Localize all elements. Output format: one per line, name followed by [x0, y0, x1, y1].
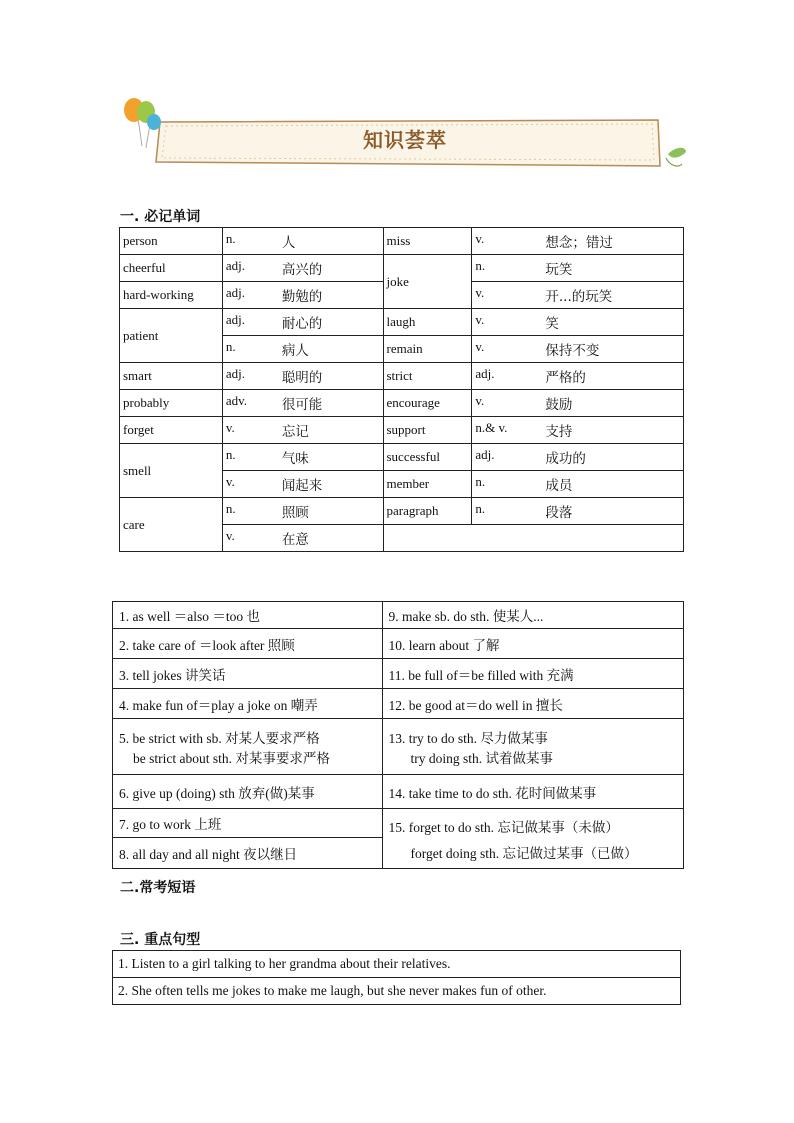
- meaning: 鼓励: [545, 397, 573, 413]
- word-cell: forget: [120, 417, 223, 444]
- word-cell: probably: [120, 390, 223, 417]
- phrase-line: be strict about sth. 对某事要求严格: [133, 750, 330, 766]
- table-row: [113, 629, 684, 659]
- part-of-speech: v.: [225, 474, 235, 489]
- phrase-cell: 12. be good at＝do well in 擅长: [382, 689, 683, 719]
- meaning-cell: [472, 363, 684, 390]
- table-row: [120, 444, 684, 471]
- phrase-cell: [113, 719, 383, 775]
- meaning-cell: [222, 228, 383, 255]
- meaning: 成功的: [545, 451, 586, 467]
- meaning: 照顾: [281, 505, 309, 521]
- sentence-cell: 1. Listen to a girl talking to her grandma about their relatives.: [113, 951, 681, 978]
- part-of-speech: v.: [475, 393, 485, 408]
- meaning: 高兴的: [281, 262, 323, 278]
- phrase-cell: 2. take care of ＝look after 照顾: [113, 629, 383, 659]
- part-of-speech: v.: [225, 420, 235, 435]
- phrase-cell: 11. be full of＝be filled with 充满: [382, 659, 683, 689]
- part-of-speech: adj.: [475, 447, 495, 462]
- sentence-cell: 2. She often tells me jokes to make me laugh, but she never makes fun of other.: [113, 978, 681, 1005]
- table-row: [120, 228, 684, 255]
- word-cell: smell: [120, 444, 223, 498]
- meaning: 耐心的: [281, 316, 323, 332]
- word-cell: person: [120, 228, 223, 255]
- part-of-speech: n.: [225, 501, 236, 516]
- phrase-line: 5. be strict with sb. 对某人要求严格: [119, 730, 320, 746]
- meaning-cell: [222, 390, 383, 417]
- section-banner: [120, 96, 690, 176]
- meaning-cell: [222, 309, 383, 336]
- word-cell: encourage: [383, 390, 472, 417]
- part-of-speech: v.: [475, 285, 485, 300]
- table-row: [120, 390, 684, 417]
- meaning: 病人: [281, 343, 309, 359]
- word-cell: miss: [383, 228, 472, 255]
- meaning: 开...的玩笑: [545, 289, 613, 305]
- meaning-cell: [472, 255, 684, 282]
- meaning-cell: [472, 498, 684, 525]
- word-cell: member: [383, 471, 472, 498]
- meaning-cell: [472, 228, 684, 255]
- meaning: 在意: [281, 532, 309, 548]
- word-cell: smart: [120, 363, 223, 390]
- word-cell: laugh: [383, 309, 472, 336]
- table-row: [113, 602, 684, 629]
- meaning-cell: [222, 363, 383, 390]
- meaning-cell: [222, 525, 383, 552]
- part-of-speech: adv.: [225, 393, 247, 408]
- meaning: 想念；错过: [545, 235, 613, 251]
- phrase-line: 13. try to do sth. 尽力做某事: [388, 730, 548, 746]
- phrase-cell: 10. learn about 了解: [382, 629, 683, 659]
- part-of-speech: n.: [225, 231, 236, 246]
- meaning-cell: [472, 336, 684, 363]
- phrase-cell: [382, 719, 683, 775]
- phrase-cell: 7. go to work 上班: [113, 809, 383, 838]
- table-row: [120, 255, 684, 282]
- meaning: 玩笑: [545, 262, 573, 278]
- part-of-speech: adj.: [225, 366, 245, 381]
- section-title-sentences: 三. 重点句型: [120, 932, 201, 948]
- table-row: [113, 659, 684, 689]
- table-row: [113, 809, 684, 838]
- meaning-cell: [472, 309, 684, 336]
- table-row: [113, 978, 681, 1005]
- meaning: 勤勉的: [281, 289, 323, 305]
- phrase-cell: 1. as well ＝also ＝too 也: [113, 602, 383, 629]
- part-of-speech: v.: [475, 231, 485, 246]
- part-of-speech: v.: [225, 528, 235, 543]
- phrase-line: 15. forget to do sth. 忘记做某事（未做）: [388, 819, 619, 835]
- meaning: 人: [281, 235, 296, 251]
- meaning-cell: [222, 336, 383, 363]
- meaning-cell: [472, 282, 684, 309]
- word-cell: patient: [120, 309, 223, 363]
- meaning-cell: [222, 444, 383, 471]
- phrase-line: try doing sth. 试着做某事: [410, 750, 554, 766]
- part-of-speech: v.: [475, 312, 485, 327]
- meaning-cell: [222, 471, 383, 498]
- phrase-cell: 4. make fun of＝play a joke on 嘲弄: [113, 689, 383, 719]
- table-row: [120, 498, 684, 525]
- word-cell: strict: [383, 363, 472, 390]
- word-cell: cheerful: [120, 255, 223, 282]
- sentences-table: [112, 950, 681, 1005]
- meaning-cell: [472, 417, 684, 444]
- table-row: [113, 951, 681, 978]
- meaning: 气味: [281, 451, 309, 467]
- part-of-speech: adj.: [225, 258, 245, 273]
- word-cell: paragraph: [383, 498, 472, 525]
- meaning-cell: [222, 282, 383, 309]
- table-row: [113, 719, 684, 775]
- vocabulary-table: [119, 227, 684, 552]
- meaning: 笑: [545, 316, 559, 332]
- part-of-speech: adj.: [225, 285, 245, 300]
- phrase-cell: 9. make sb. do sth. 使某人...: [382, 602, 683, 629]
- meaning-cell: [222, 417, 383, 444]
- meaning-cell: [472, 471, 684, 498]
- meaning-cell: [472, 390, 684, 417]
- word-cell: support: [383, 417, 472, 444]
- table-row: [113, 775, 684, 809]
- table-row: [120, 363, 684, 390]
- part-of-speech: n.: [475, 474, 486, 489]
- meaning-cell: [222, 498, 383, 525]
- part-of-speech: n.: [475, 258, 486, 273]
- meaning-cell: [472, 444, 684, 471]
- word-cell: care: [120, 498, 223, 552]
- meaning: 严格的: [545, 370, 586, 386]
- meaning: 成员: [545, 478, 573, 494]
- part-of-speech: n.: [475, 501, 486, 516]
- part-of-speech: n.: [225, 447, 236, 462]
- table-row: [120, 417, 684, 444]
- phrase-cell: 8. all day and all night 夜以继日: [113, 838, 383, 869]
- word-cell: joke: [383, 255, 472, 309]
- section-title-phrases: 二.常考短语: [120, 880, 196, 896]
- meaning: 支持: [545, 424, 573, 440]
- phrase-line: forget doing sth. 忘记做过某事（已做）: [410, 845, 638, 861]
- empty-cell: [383, 525, 684, 552]
- part-of-speech: n.: [225, 339, 236, 354]
- section-title-vocabulary: 一. 必记单词: [120, 209, 201, 225]
- phrase-cell: 3. tell jokes 讲笑话: [113, 659, 383, 689]
- part-of-speech: n.& v.: [475, 420, 508, 435]
- meaning: 闻起来: [281, 478, 323, 494]
- banner-title: 知识荟萃: [363, 128, 447, 152]
- word-cell: hard-working: [120, 282, 223, 309]
- phrase-cell: 14. take time to do sth. 花时间做某事: [382, 775, 683, 809]
- meaning: 段落: [545, 505, 573, 521]
- phrase-cell: 6. give up (doing) sth 放弃(做)某事: [113, 775, 383, 809]
- phrases-table: [112, 601, 684, 869]
- meaning: 聪明的: [281, 370, 323, 386]
- phrase-cell: [382, 809, 683, 869]
- table-row: [120, 309, 684, 336]
- meaning: 很可能: [281, 397, 323, 413]
- word-cell: remain: [383, 336, 472, 363]
- meaning: 保持不变: [545, 343, 600, 359]
- table-row: [113, 689, 684, 719]
- part-of-speech: adj.: [225, 312, 245, 327]
- part-of-speech: v.: [475, 339, 485, 354]
- part-of-speech: adj.: [475, 366, 495, 381]
- meaning-cell: [222, 255, 383, 282]
- word-cell: successful: [383, 444, 472, 471]
- meaning: 忘记: [281, 424, 309, 440]
